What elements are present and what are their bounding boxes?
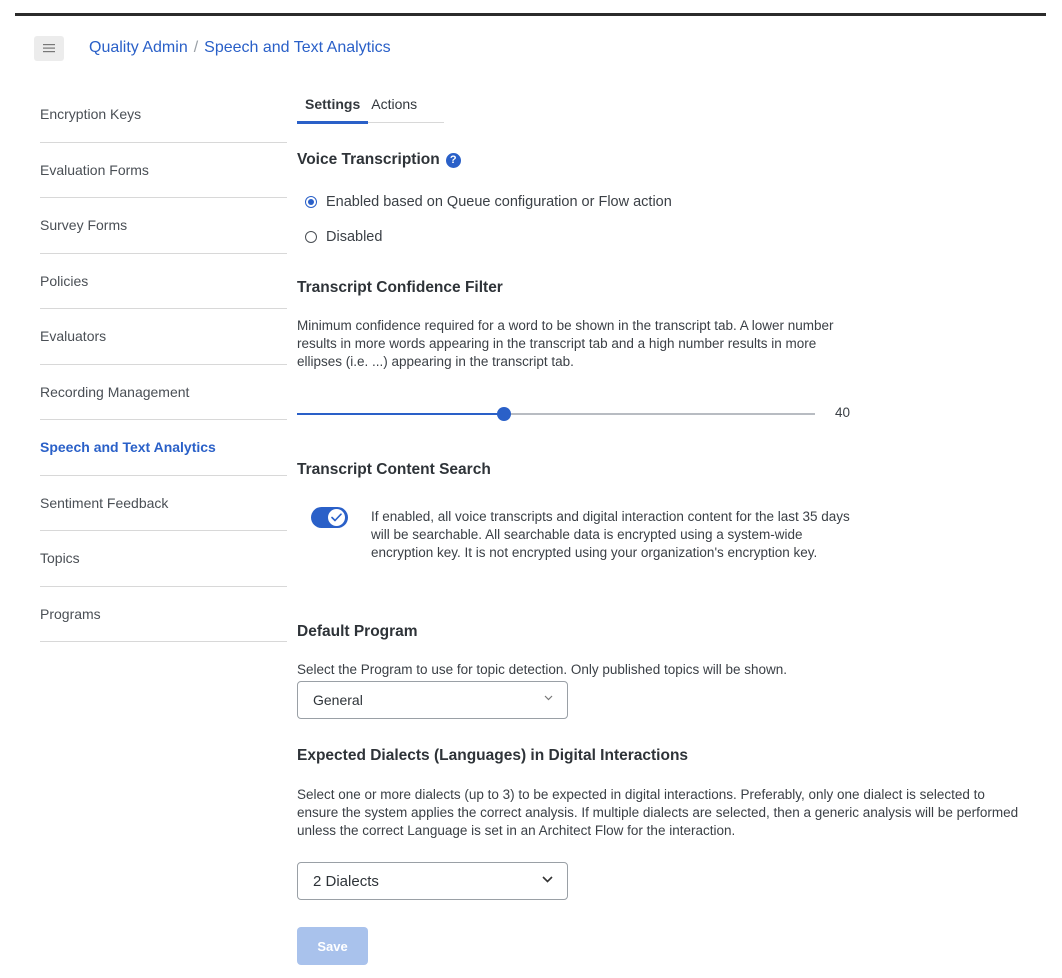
sidebar-item-label: Programs <box>40 605 101 622</box>
radio-enabled-label: Enabled based on Queue configuration or Flow action <box>326 194 672 210</box>
menu-button[interactable] <box>34 36 64 61</box>
dialects-heading: Expected Dialects (Languages) in Digital Interactions <box>297 747 689 764</box>
default-program-select[interactable] <box>297 681 568 719</box>
sidebar-item-label: Evaluation Forms <box>40 161 149 178</box>
header <box>34 35 391 61</box>
radio-button-unchecked[interactable] <box>305 231 317 243</box>
sidebar-item-label: Recording Management <box>40 383 190 400</box>
sidebar-item-label: Sentiment Feedback <box>40 494 169 511</box>
sidebar-item-label: Encryption Keys <box>40 106 142 123</box>
radio-disabled[interactable] <box>305 229 382 245</box>
confidence-slider[interactable] <box>297 404 815 424</box>
sidebar-item-recording-management[interactable] <box>40 365 287 421</box>
sidebar-item-encryption-keys[interactable] <box>40 87 287 143</box>
sidebar-item-evaluators[interactable] <box>40 309 287 365</box>
radio-button-checked[interactable] <box>305 196 317 208</box>
sidebar <box>40 87 287 642</box>
dialects-selected: 2 Dialects <box>313 872 379 890</box>
chevron-down-icon <box>544 695 553 701</box>
sidebar-item-speech-and-text-analytics[interactable] <box>40 420 287 476</box>
default-program-description: Select the Program to use for topic detection. Only published topics will be shown. <box>297 662 788 677</box>
confidence-filter-heading: Transcript Confidence Filter <box>297 279 503 296</box>
radio-enabled[interactable] <box>305 194 672 210</box>
slider-fill <box>297 413 504 415</box>
default-program-selected: General <box>313 692 363 708</box>
sidebar-item-survey-forms[interactable] <box>40 198 287 254</box>
tab-actions[interactable]: Actions <box>371 96 418 112</box>
dialects-select[interactable] <box>297 862 568 900</box>
slider-thumb[interactable] <box>497 407 511 421</box>
voice-transcription-title: Voice Transcription <box>297 151 440 168</box>
chevron-down-icon <box>542 876 553 883</box>
menu-icon <box>43 43 55 53</box>
tab-settings[interactable]: Settings <box>297 96 368 122</box>
sidebar-item-evaluation-forms[interactable] <box>40 143 287 199</box>
confidence-filter-description: Minimum confidence required for a word to be shown in the transcript tab. A lower number results in more words appearing in the transcript tab and a high number results in more ellipses (i.e. ...) appearing in the transcript tab. <box>297 318 834 369</box>
sidebar-item-label: Speech and Text Analytics <box>40 439 216 456</box>
toggle-knob <box>328 509 345 526</box>
breadcrumb <box>89 39 391 57</box>
content-search-toggle[interactable] <box>311 507 348 528</box>
sidebar-item-label: Policies <box>40 272 89 289</box>
sidebar-item-topics[interactable] <box>40 531 287 587</box>
dialects-description: Select one or more dialects (up to 3) to be expected in digital interactions. Preferably, only one dialect is selected to ensure the system applies the correct analysis. If multiple dialects are selected, then a generic analysis will be performed unless the correct Language is set in an Architect Flow for the interaction. <box>297 787 1019 838</box>
check-icon <box>331 513 342 522</box>
default-program-heading: Default Program <box>297 623 418 640</box>
content-search-heading: Transcript Content Search <box>297 461 491 478</box>
sidebar-item-policies[interactable] <box>40 254 287 310</box>
sidebar-item-label: Evaluators <box>40 328 107 345</box>
slider-value: 40 <box>835 405 851 420</box>
breadcrumb-current[interactable]: Speech and Text Analytics <box>204 39 391 56</box>
tab-bar <box>297 96 444 123</box>
help-icon[interactable]: ? <box>446 153 461 168</box>
breadcrumb-separator: / <box>193 39 199 56</box>
sidebar-item-label: Survey Forms <box>40 217 128 234</box>
voice-transcription-heading <box>297 151 461 169</box>
breadcrumb-quality-admin[interactable]: Quality Admin <box>89 39 188 56</box>
sidebar-item-label: Topics <box>40 550 80 567</box>
sidebar-item-programs[interactable] <box>40 587 287 643</box>
save-button[interactable]: Save <box>297 927 368 965</box>
content-search-description: If enabled, all voice transcripts and digital interaction content for the last 35 days will be searchable. All searchable data is encrypted using a system-wide encryption key. It is not encrypted using your organization's encryption key. <box>371 509 850 560</box>
sidebar-item-sentiment-feedback[interactable] <box>40 476 287 532</box>
top-border <box>15 13 1046 16</box>
radio-disabled-label: Disabled <box>326 229 383 245</box>
